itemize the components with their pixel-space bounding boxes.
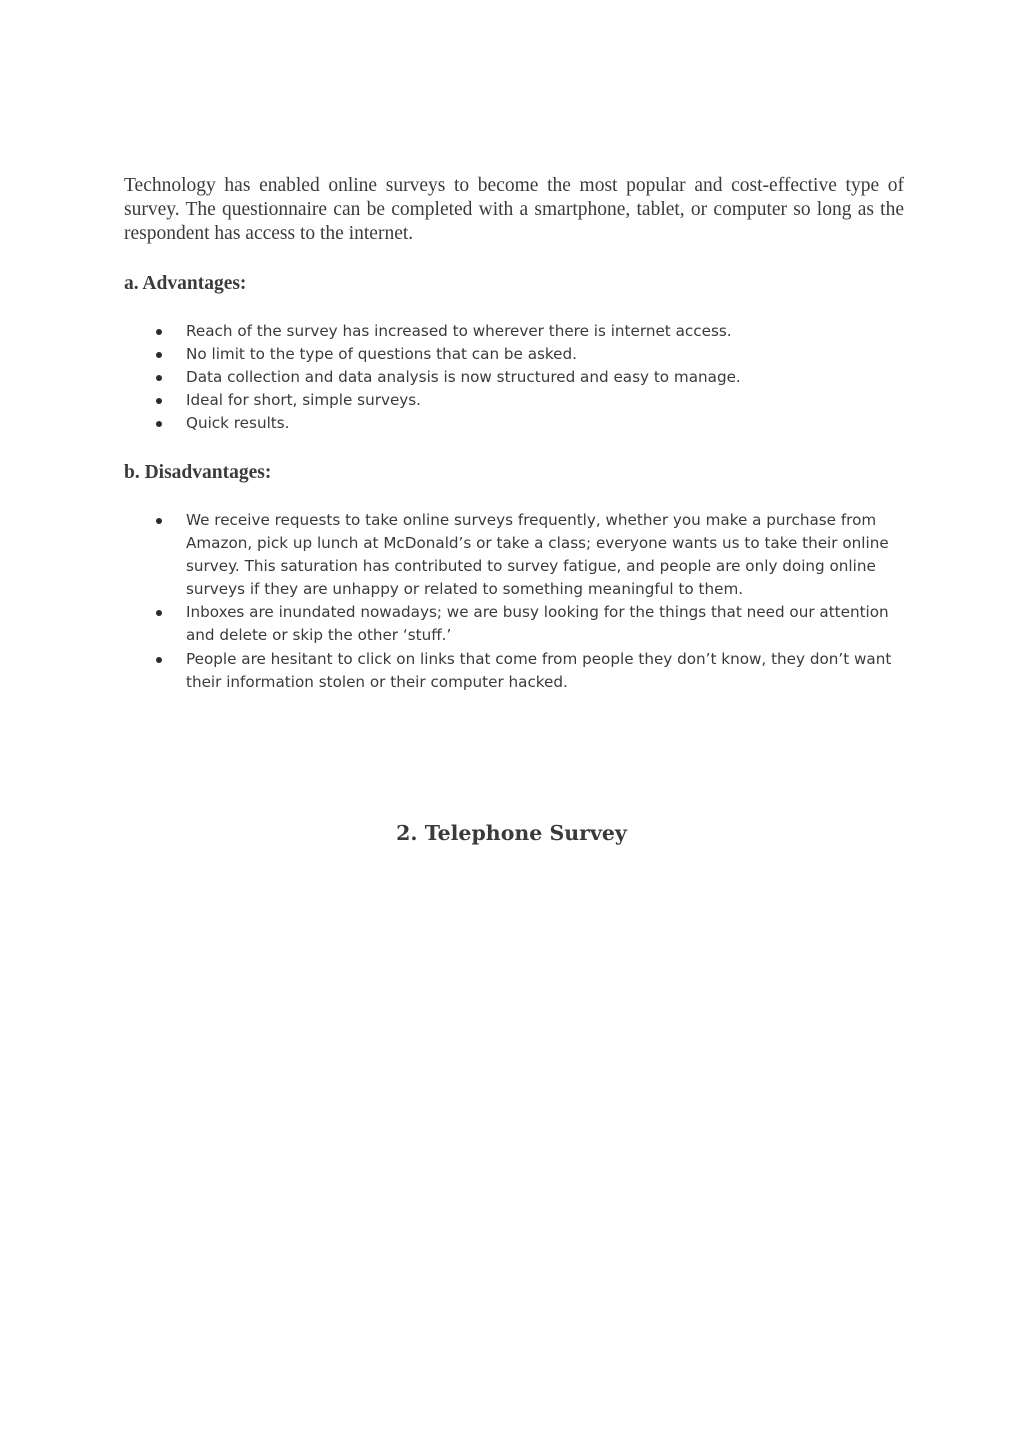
list-item-text: Data collection and data analysis is now structured and easy to manage.	[186, 368, 741, 387]
advantages-heading: a. Advantages:	[124, 273, 247, 294]
section-title: 2. Telephone Survey	[396, 821, 627, 845]
list-item	[150, 389, 910, 412]
intro-paragraph: Technology has enabled online surveys to become the most popular and cost-effective type of survey. The questionnaire can be completed with a smartphone, tablet, or computer so long as the respondent has access to the internet.	[124, 175, 904, 244]
bullet-icon	[156, 421, 162, 427]
list-item	[150, 648, 910, 694]
list-item	[150, 320, 910, 343]
list-item-text: Reach of the survey has increased to wherever there is internet access.	[186, 322, 732, 340]
list-item	[150, 366, 910, 389]
list-item-text: Ideal for short, simple surveys.	[186, 391, 422, 410]
bullet-icon	[156, 610, 162, 616]
bullet-icon	[156, 657, 162, 663]
list-item-text: Inboxes are inundated nowadays; we are busy looking for the things that need our attention and delete or skip the other ‘stuff.’	[186, 603, 889, 645]
bullet-icon	[156, 398, 162, 404]
disadvantages-heading: b. Disadvantages:	[124, 462, 272, 483]
list-item-text: People are hesitant to click on links that come from people they don’t know, they don’t want their information stolen or their computer hacked.	[186, 649, 892, 691]
advantages-list	[150, 320, 910, 435]
list-item	[150, 509, 910, 601]
list-item-text: We receive requests to take online surveys frequently, whether you make a purchase from Amazon, pick up lunch at McDonald’s or take a class; everyone wants us to take their online survey. This saturation has contributed to survey fatigue, and people are only doing online surveys if they are unhappy or related to something meaningful to them.	[186, 511, 889, 599]
list-item	[150, 343, 910, 366]
bullet-icon	[156, 518, 162, 524]
list-item-text: No limit to the type of questions that can be asked.	[186, 345, 577, 364]
bullet-icon	[156, 329, 162, 335]
disadvantages-list	[150, 509, 910, 694]
bullet-icon	[156, 375, 162, 381]
bullet-icon	[156, 352, 162, 358]
list-item	[150, 601, 910, 647]
list-item	[150, 412, 910, 435]
list-item-text: Quick results.	[186, 414, 290, 433]
